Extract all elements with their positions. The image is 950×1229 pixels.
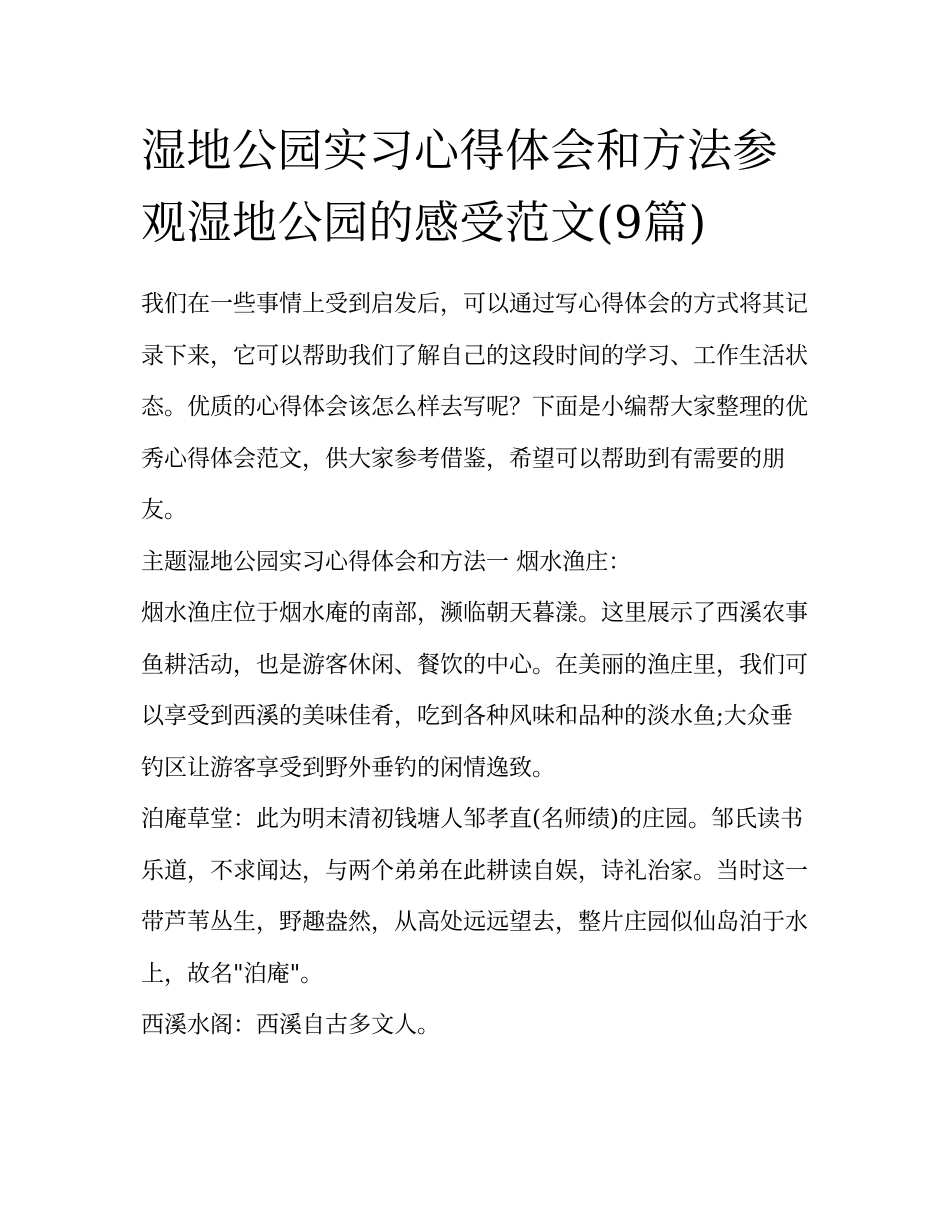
body-paragraph: 西溪水阁：西溪自古多文人。 [141,1012,440,1038]
intro-paragraph: 我们在一些事情上受到启发后，可以通过写心得体会的方式将其记录下来，它可以帮助我们了解自己的这段时间的学习、工作生活状态。优质的心得体会该怎么样去写呢？下面是小编帮大家整理的优秀心得体会范文，供大家参考借鉴，希望可以帮助到有需要的朋友。 [141,291,808,523]
body-paragraph: 烟水渔庄位于烟水庵的南部，濒临朝天暮漾。这里展示了西溪农事鱼耕活动，也是游客休闲、餐饮的中心。在美丽的渔庄里，我们可以享受到西溪的美味佳肴，吃到各种风味和品种的淡水鱼;大众垂钓区让游客享受到野外垂钓的闲情逸致。 [141,600,808,781]
document-body [141,115,813,1052]
document-title: 湿地公园实习心得体会和方法参观湿地公园的感受范文(9篇) [141,124,779,249]
section-heading: 主题湿地公园实习心得体会和方法一 烟水渔庄： [141,548,632,575]
body-paragraph: 泊庵草堂：此为明末清初钱塘人邹孝直(名师绩)的庄园。邹氏读书乐道，不求闻达，与两个弟弟在此耕读自娱，诗礼治家。当时这一带芦苇丛生，野趣盎然，从高处远远望去，整片庄园似仙岛泊于水上，故名"泊庵"。 [141,806,808,987]
